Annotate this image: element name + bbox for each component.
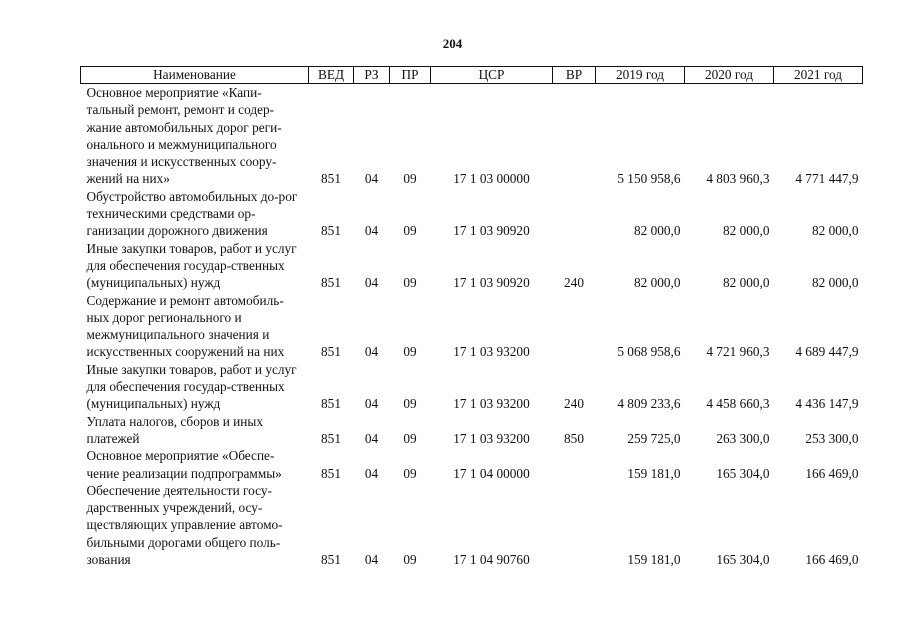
cell-ved: 851 xyxy=(321,171,341,187)
table-row xyxy=(81,188,863,240)
cell-2019: 159 181,0 xyxy=(627,552,681,568)
header-2019: 2019 год xyxy=(596,67,685,84)
cell-name: Иные закупки товаров, работ и услуг для обеспечения государ-ственных (муниципальных) нужд xyxy=(86,240,297,291)
cell-csr: 17 1 03 90920 xyxy=(453,275,530,291)
cell-rz: 04 xyxy=(364,344,379,360)
cell-csr: 17 1 03 00000 xyxy=(453,171,530,187)
cell-2021: 253 300,0 xyxy=(805,430,859,446)
cell-name: Основное мероприятие «Капи-тальный ремонт, ремонт и содер-жание автомобильных дорог реги-онального и межмуниципального значения и искусственных соору-жений на них» xyxy=(86,85,282,187)
cell-2021: 166 469,0 xyxy=(805,465,859,481)
table-row xyxy=(81,482,863,568)
table-row xyxy=(81,361,863,413)
cell-csr: 17 1 03 93200 xyxy=(453,344,530,360)
table-row xyxy=(81,292,863,361)
cell-2019: 4 809 233,6 xyxy=(617,396,681,412)
cell-2020: 4 803 960,3 xyxy=(706,171,770,187)
cell-2021: 4 689 447,9 xyxy=(795,344,859,360)
cell-vr: 240 xyxy=(564,275,584,291)
cell-ved: 851 xyxy=(321,344,341,360)
cell-2019: 82 000,0 xyxy=(633,223,681,239)
cell-pr: 09 xyxy=(403,430,417,446)
cell-2021: 82 000,0 xyxy=(811,223,859,239)
cell-vr xyxy=(553,482,596,568)
cell-vr: 240 xyxy=(564,396,584,412)
cell-ved: 851 xyxy=(321,275,341,291)
cell-pr: 09 xyxy=(403,396,417,412)
header-2021: 2021 год xyxy=(774,67,863,84)
cell-rz: 04 xyxy=(364,552,379,568)
cell-vr xyxy=(553,447,596,482)
cell-name: Основное мероприятие «Обеспе-чение реализации подпрограммы» xyxy=(86,448,282,481)
table-body xyxy=(81,84,863,569)
table-row xyxy=(81,84,863,188)
cell-csr: 17 1 03 93200 xyxy=(453,430,530,446)
cell-2019: 5 068 958,6 xyxy=(617,344,681,360)
cell-2021: 166 469,0 xyxy=(805,552,859,568)
cell-2021: 4 436 147,9 xyxy=(795,396,859,412)
table-row xyxy=(81,240,863,292)
cell-2020: 4 721 960,3 xyxy=(706,344,770,360)
cell-pr: 09 xyxy=(403,275,417,291)
cell-ved: 851 xyxy=(321,223,341,239)
cell-name: Уплата налогов, сборов и иных платежей xyxy=(86,413,264,446)
cell-2020: 263 300,0 xyxy=(716,430,770,446)
cell-ved: 851 xyxy=(321,396,341,412)
header-2020: 2020 год xyxy=(685,67,774,84)
cell-2020: 4 458 660,3 xyxy=(706,396,770,412)
header-rz: РЗ xyxy=(354,67,390,84)
cell-2019: 5 150 958,6 xyxy=(617,171,681,187)
table-row xyxy=(81,413,863,448)
cell-rz: 04 xyxy=(364,396,379,412)
cell-2020: 82 000,0 xyxy=(722,223,770,239)
cell-2019: 259 725,0 xyxy=(627,430,681,446)
cell-ved: 851 xyxy=(321,552,341,568)
cell-2020: 165 304,0 xyxy=(716,552,770,568)
header-ved: ВЕД xyxy=(309,67,354,84)
cell-pr: 09 xyxy=(403,223,417,239)
cell-vr xyxy=(553,84,596,188)
cell-rz: 04 xyxy=(364,275,379,291)
cell-pr: 09 xyxy=(403,344,417,360)
cell-name: Иные закупки товаров, работ и услуг для обеспечения государ-ственных (муниципальных) нужд xyxy=(86,361,297,412)
cell-name: Содержание и ремонт автомобиль-ных дорог регионального и межмуниципального значения и искусственных сооружений на них xyxy=(86,292,285,360)
cell-csr: 17 1 04 90760 xyxy=(453,552,530,568)
cell-2020: 165 304,0 xyxy=(716,465,770,481)
header-name: Наименование xyxy=(81,67,309,84)
cell-name: Обустройство автомобильных до-рог техническими средствами ор-ганизации дорожного движения xyxy=(86,188,298,239)
header-row xyxy=(81,67,863,84)
cell-csr: 17 1 03 90920 xyxy=(453,223,530,239)
page-number: 204 xyxy=(442,36,463,51)
cell-pr: 09 xyxy=(403,552,417,568)
cell-csr: 17 1 04 00000 xyxy=(453,465,530,481)
cell-ved: 851 xyxy=(321,430,341,446)
cell-rz: 04 xyxy=(364,465,379,481)
cell-rz: 04 xyxy=(364,430,379,446)
cell-2021: 4 771 447,9 xyxy=(795,171,859,187)
cell-name: Обеспечение деятельности госу-дарственных учреждений, осу-ществляющих управление автомо-бильными дорогами общего поль-зования xyxy=(86,482,283,568)
table-header xyxy=(81,67,863,84)
cell-2019: 159 181,0 xyxy=(627,465,681,481)
cell-csr: 17 1 03 93200 xyxy=(453,396,530,412)
cell-vr: 850 xyxy=(564,430,584,446)
header-pr: ПР xyxy=(390,67,431,84)
budget-table xyxy=(80,66,863,568)
cell-ved: 851 xyxy=(321,465,341,481)
cell-2021: 82 000,0 xyxy=(811,275,859,291)
cell-pr: 09 xyxy=(403,465,417,481)
cell-vr xyxy=(553,188,596,240)
cell-2019: 82 000,0 xyxy=(633,275,681,291)
cell-rz: 04 xyxy=(364,171,379,187)
header-vr: ВР xyxy=(553,67,596,84)
header-csr: ЦСР xyxy=(431,67,553,84)
cell-2020: 82 000,0 xyxy=(722,275,770,291)
table-row xyxy=(81,447,863,482)
cell-rz: 04 xyxy=(364,223,379,239)
cell-pr: 09 xyxy=(403,171,417,187)
cell-vr xyxy=(553,292,596,361)
